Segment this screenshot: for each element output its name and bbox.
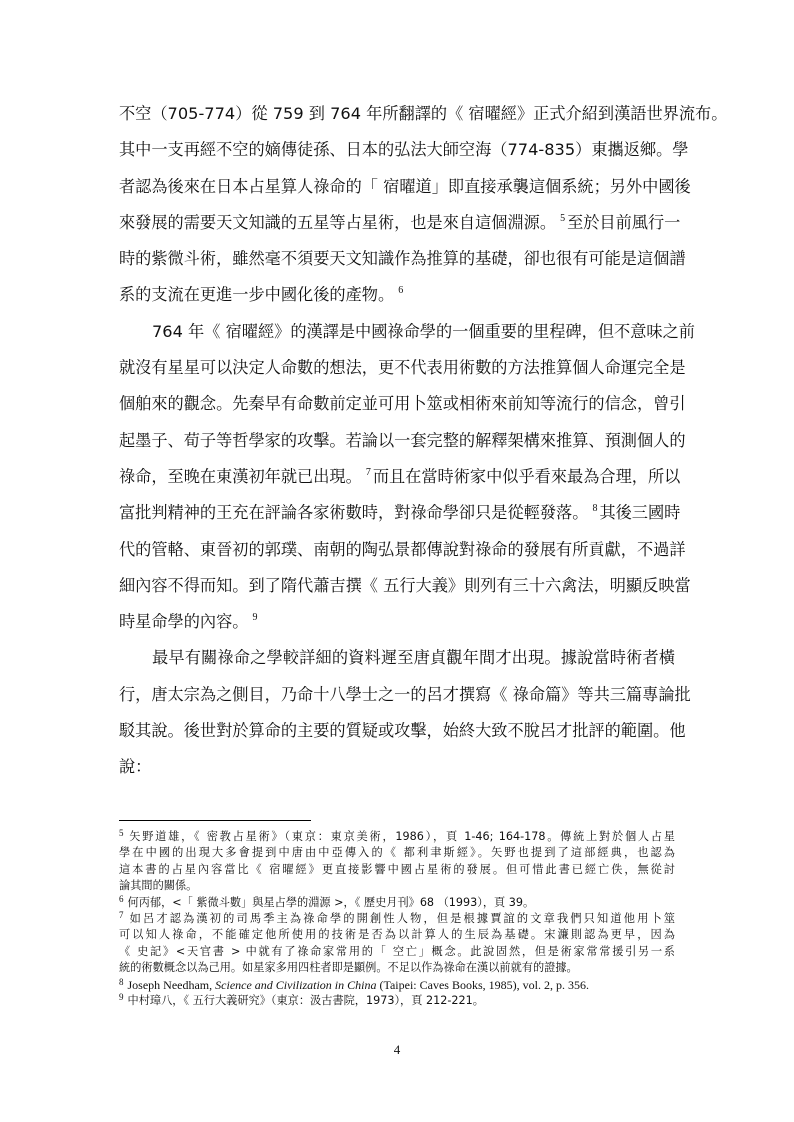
footnote-ref-5[interactable]: 5 [560,212,566,224]
footnote-number: 8 [119,976,124,987]
footnote-ref-9[interactable]: 9 [252,612,258,624]
footnote-9 [119,993,675,1009]
text-run: 來發展的需要天文知識的五星等占星術，也是來自這個淵源。 [119,212,557,232]
page-number: 4 [393,1042,401,1057]
footnote-separator [119,820,311,821]
footnote-text: 矢野道雄，《 密教占星術》（東京：東京美術，1986），頁 1-46; 164-178。傳統上對於個人占星 [127,830,675,843]
footnote-book-title: Science and Civilization in China [215,977,377,992]
footnote-publication: (Taipei: Caves Books, 1985), vol. 2, p. 356. [376,977,589,992]
paragraph-3-line: 駁其說。後世對於算命的主要的質疑或攻擊，始終大致不脫呂才批評的範圍。他 [119,721,686,741]
paragraph-3-line: 最早有關祿命之學較詳細的資料遲至唐貞觀年間才出現。據說當時術者橫 [152,648,675,668]
paragraph-2-line [119,495,681,531]
text-run: 富批判精神的王充在評論各家術數時，對祿命學卻只是從輕發落。 [119,503,589,523]
paragraph-1-line: 時的紫微斗術，雖然毫不須要天文知識作為推算的基礎，卻也很有可能是這個譜 [119,249,686,269]
paragraph-1-line [119,277,675,313]
paragraph-2-line [119,604,675,640]
footnote-7-line: 《 史記》<天官書 > 中就有了祿命家常用的「 空亡」概念。此說固然，但是術家常常援引另一系 [119,944,675,958]
paragraph-2-line: 就沒有星星可以決定人命數的想法，更不代表用術數的方法推算個人命運完全是 [119,358,686,378]
paragraph-1-line: 者認為後來在日本占星算人祿命的「 宿曜道」即直接承襲這個系統；另外中國後 [119,176,691,196]
text-run: 而且在當時術家中似乎看來最為合理，所以 [372,466,681,486]
footnote-number: 5 [119,828,124,838]
text-run: 系的支流在更進一步中國化後的產物。 [119,285,395,305]
footnote-text: 如呂才認為漢初的司馬季主為祿命學的開創性人物，但是根據賈誼的文章我們只知道他用卜筮 [127,911,675,925]
paragraph-3-line: 說： [119,757,152,777]
footnote-5 [119,829,675,845]
footnote-text: 何丙郁，<「 紫微斗數」與星占學的淵源 >，《 歷史月刊》68 （1993），頁 39。 [127,895,535,909]
footnotes [119,829,675,1009]
text-run: 祿命，至晚在東漢初年就已出現。 [119,466,362,486]
footnote-ref-8[interactable]: 8 [592,503,598,515]
footnote-6 [119,895,675,911]
footnote-number: 6 [119,893,124,904]
footnote-number: 7 [119,909,124,920]
footnote-ref-6[interactable]: 6 [398,285,404,297]
paragraph-2-line: 細內容不得而知。到了隋代蕭吉撰《 五行大義》則列有三十六禽法，明顯反映當 [119,575,691,595]
text-run: 至於目前風行一 [567,212,681,232]
paragraph-2-line: 個舶來的觀念。先秦早有命數前定並可用卜筮或相術來前知等流行的信念，曾引 [119,394,686,414]
footnote-7-line: 可以知人祿命，不能確定他所使用的技術是否為以計算人的生辰為基礎。宋濂則認為更早，因為 [119,928,675,942]
footnote-number: 9 [119,991,124,1002]
footnote-ref-7[interactable]: 7 [365,466,371,478]
footnote-text: 中村璋八，《 五行大義研究》（東京：汲古書院，1973），頁 212-221。 [127,993,484,1007]
paragraph-1-line [119,205,681,241]
paragraph-1-line: 不空（705-774）從 759 到 764 年所翻譯的《 宿曜經》正式介紹到漢語世界流布。 [119,104,728,123]
paragraph-2-line: 起墨子、荀子等哲學家的攻擊。若論以一套完整的解釋架構來推算、預測個人的 [119,430,686,450]
paragraph-2-line [119,459,681,495]
footnote-author: Joseph Needham, [127,977,216,992]
footnote-5-line: 學在中國的出現大多會提到中唐由中亞傳入的《 都利聿斯經》。矢野也提到了這部經典，也認為 [119,846,675,860]
paragraph-2-line: 764 年《 宿曜經》的漢譯是中國祿命學的一個重要的里程碑，但不意味之前 [152,321,695,341]
text-run: 時星命學的內容。 [119,612,249,632]
footnote-8 [119,977,675,993]
body-text [119,96,728,786]
paragraph-1-line: 其中一支再經不空的嫡傳徒孫、日本的弘法大師空海（774-835）東攜返鄉。學 [119,140,689,160]
footnote-5-line: 這本書的占星內容當比《 宿曜經》更直接影響中國占星術的發展。但可惜此書已經亡佚，無從討 [119,862,675,876]
text-run: 其後三國時 [599,503,681,523]
footnote-5-line: 論其間的關係。 [119,879,198,893]
footnote-7-line: 統的術數概念以為己用。如星家多用四柱者即是顯例。不足以作為祿命在漢以前就有的證據。 [119,961,578,975]
paragraph-3-line: 行，唐太宗為之側目，乃命十八學士之一的呂才撰寫《 祿命篇》等共三篇專論批 [119,684,691,704]
footnote-7 [119,911,675,927]
paragraph-2-line: 代的管輅、東晉初的郭璞、南朝的陶弘景都傳說對祿命的發展有所貢獻，不過詳 [119,539,686,559]
